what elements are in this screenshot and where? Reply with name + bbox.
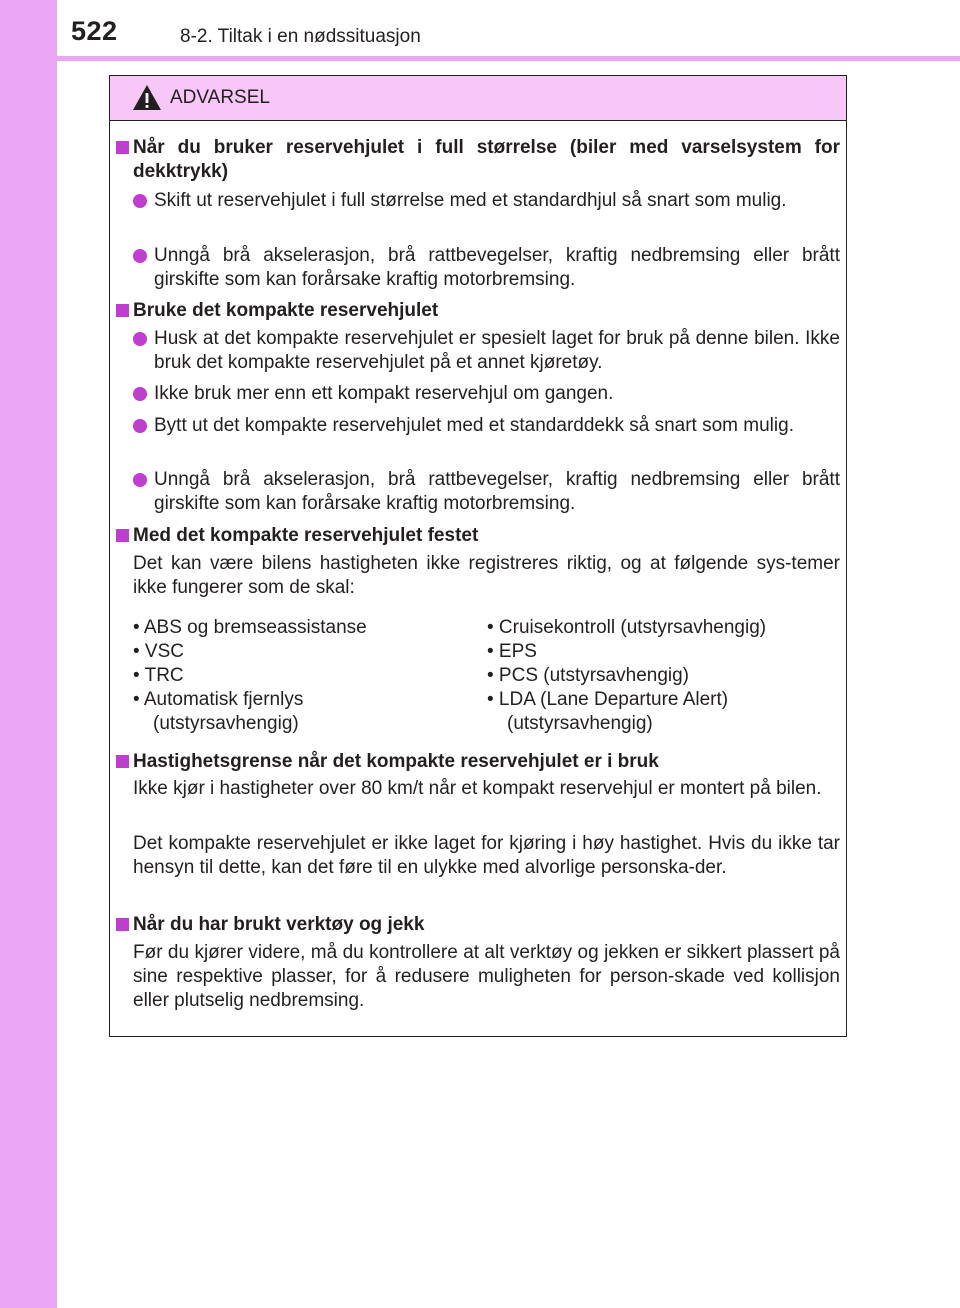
round-bullet-icon (133, 249, 147, 263)
bullet-text: Husk at det kompakte reservehjulet er spesielt laget for bruk på denne bilen. Ikke bruk det kompakte reservehjulet på et annet kjøretøy. (154, 328, 840, 373)
list-item: • LDA (Lane Departure Alert) (487, 689, 729, 710)
square-bullet-icon (116, 755, 129, 768)
list-item: (utstyrsavhengig) (153, 713, 299, 734)
list-item: • VSC (133, 641, 184, 662)
bullet-text: Ikke bruk mer enn ett kompakt reservehjul om gangen. (154, 383, 614, 404)
bullet-item (154, 414, 840, 438)
heading-text: Når du bruker reservehjulet i full størrelse (biler med varselsystem for dekktrykk) (133, 137, 840, 182)
section-title: 8-2. Tiltak i en nødssituasjon (180, 26, 421, 47)
square-bullet-icon (116, 141, 129, 154)
heading-compact-spare (133, 299, 840, 323)
section-paragraph: Det kompakte reservehjulet er ikke laget for kjøring i høy hastighet. Hvis du ikke tar hensyn til dette, kan det føre til en ulykke med alvorlige personska-der. (133, 833, 840, 878)
page-number: 522 (71, 16, 118, 46)
bullet-item (154, 468, 840, 516)
section-paragraph: Før du kjører videre, må du kontrollere at alt verktøy og jekken er sikkert plassert på sine respektive plasser, for å redusere muligheten for person-skade ved kollisjon eller plutselig nedbremsing. (133, 942, 840, 1011)
square-bullet-icon (116, 304, 129, 317)
heading-text: Bruke det kompakte reservehjulet (133, 300, 439, 321)
round-bullet-icon (133, 194, 147, 208)
section-paragraph: Ikke kjør i hastigheter over 80 km/t når et kompakt reservehjul er montert på bilen. (133, 778, 822, 799)
list-item: • Automatisk fjernlys (133, 689, 304, 710)
list-item: • TRC (133, 665, 184, 686)
list-item: • PCS (utstyrsavhengig) (487, 665, 690, 686)
square-bullet-icon (116, 529, 129, 542)
warning-label: ADVARSEL (170, 87, 270, 108)
bullet-item (154, 327, 840, 375)
heading-text: Når du har brukt verktøy og jekk (133, 914, 425, 935)
header-rule (57, 56, 960, 61)
bullet-text: Unngå brå akselerasjon, brå rattbevegelser, kraftig nedbremsing eller brått girskifte som kan forårsake kraftig motorbremsing. (154, 469, 840, 514)
round-bullet-icon (133, 332, 147, 346)
heading-tools-jack (133, 913, 840, 937)
round-bullet-icon (133, 419, 147, 433)
heading-speed-limit (133, 750, 840, 774)
heading-full-size-spare (133, 136, 840, 184)
heading-text: Med det kompakte reservehjulet festet (133, 525, 479, 546)
bullet-text: Unngå brå akselerasjon, brå rattbevegelser, kraftig nedbremsing eller brått girskifte som kan forårsake kraftig motorbremsing. (154, 245, 840, 290)
bullet-item (154, 244, 840, 292)
heading-compact-spare-fitted (133, 524, 840, 548)
list-item: (utstyrsavhengig) (507, 713, 653, 734)
heading-text: Hastighetsgrense når det kompakte reservehjulet er i bruk (133, 751, 659, 772)
warning-box (109, 75, 847, 1037)
bullet-item (154, 189, 840, 213)
left-margin-strip (0, 0, 57, 1308)
warning-triangle-icon (132, 84, 162, 111)
list-item: • ABS og bremseassistanse (133, 617, 367, 638)
round-bullet-icon (133, 473, 147, 487)
list-item: • Cruisekontroll (utstyrsavhengig) (487, 617, 767, 638)
square-bullet-icon (116, 918, 129, 931)
warning-header (110, 76, 846, 121)
round-bullet-icon (133, 387, 147, 401)
section-paragraph: Det kan være bilens hastigheten ikke registreres riktig, og at følgende sys-temer ikke fungerer som de skal: (133, 553, 840, 598)
bullet-text: Bytt ut det kompakte reservehjulet med et standarddekk så snart som mulig. (154, 415, 794, 436)
list-item: • EPS (487, 641, 537, 662)
bullet-item (154, 382, 840, 406)
bullet-text: Skift ut reservehjulet i full størrelse med et standardhjul så snart som mulig. (154, 190, 787, 211)
